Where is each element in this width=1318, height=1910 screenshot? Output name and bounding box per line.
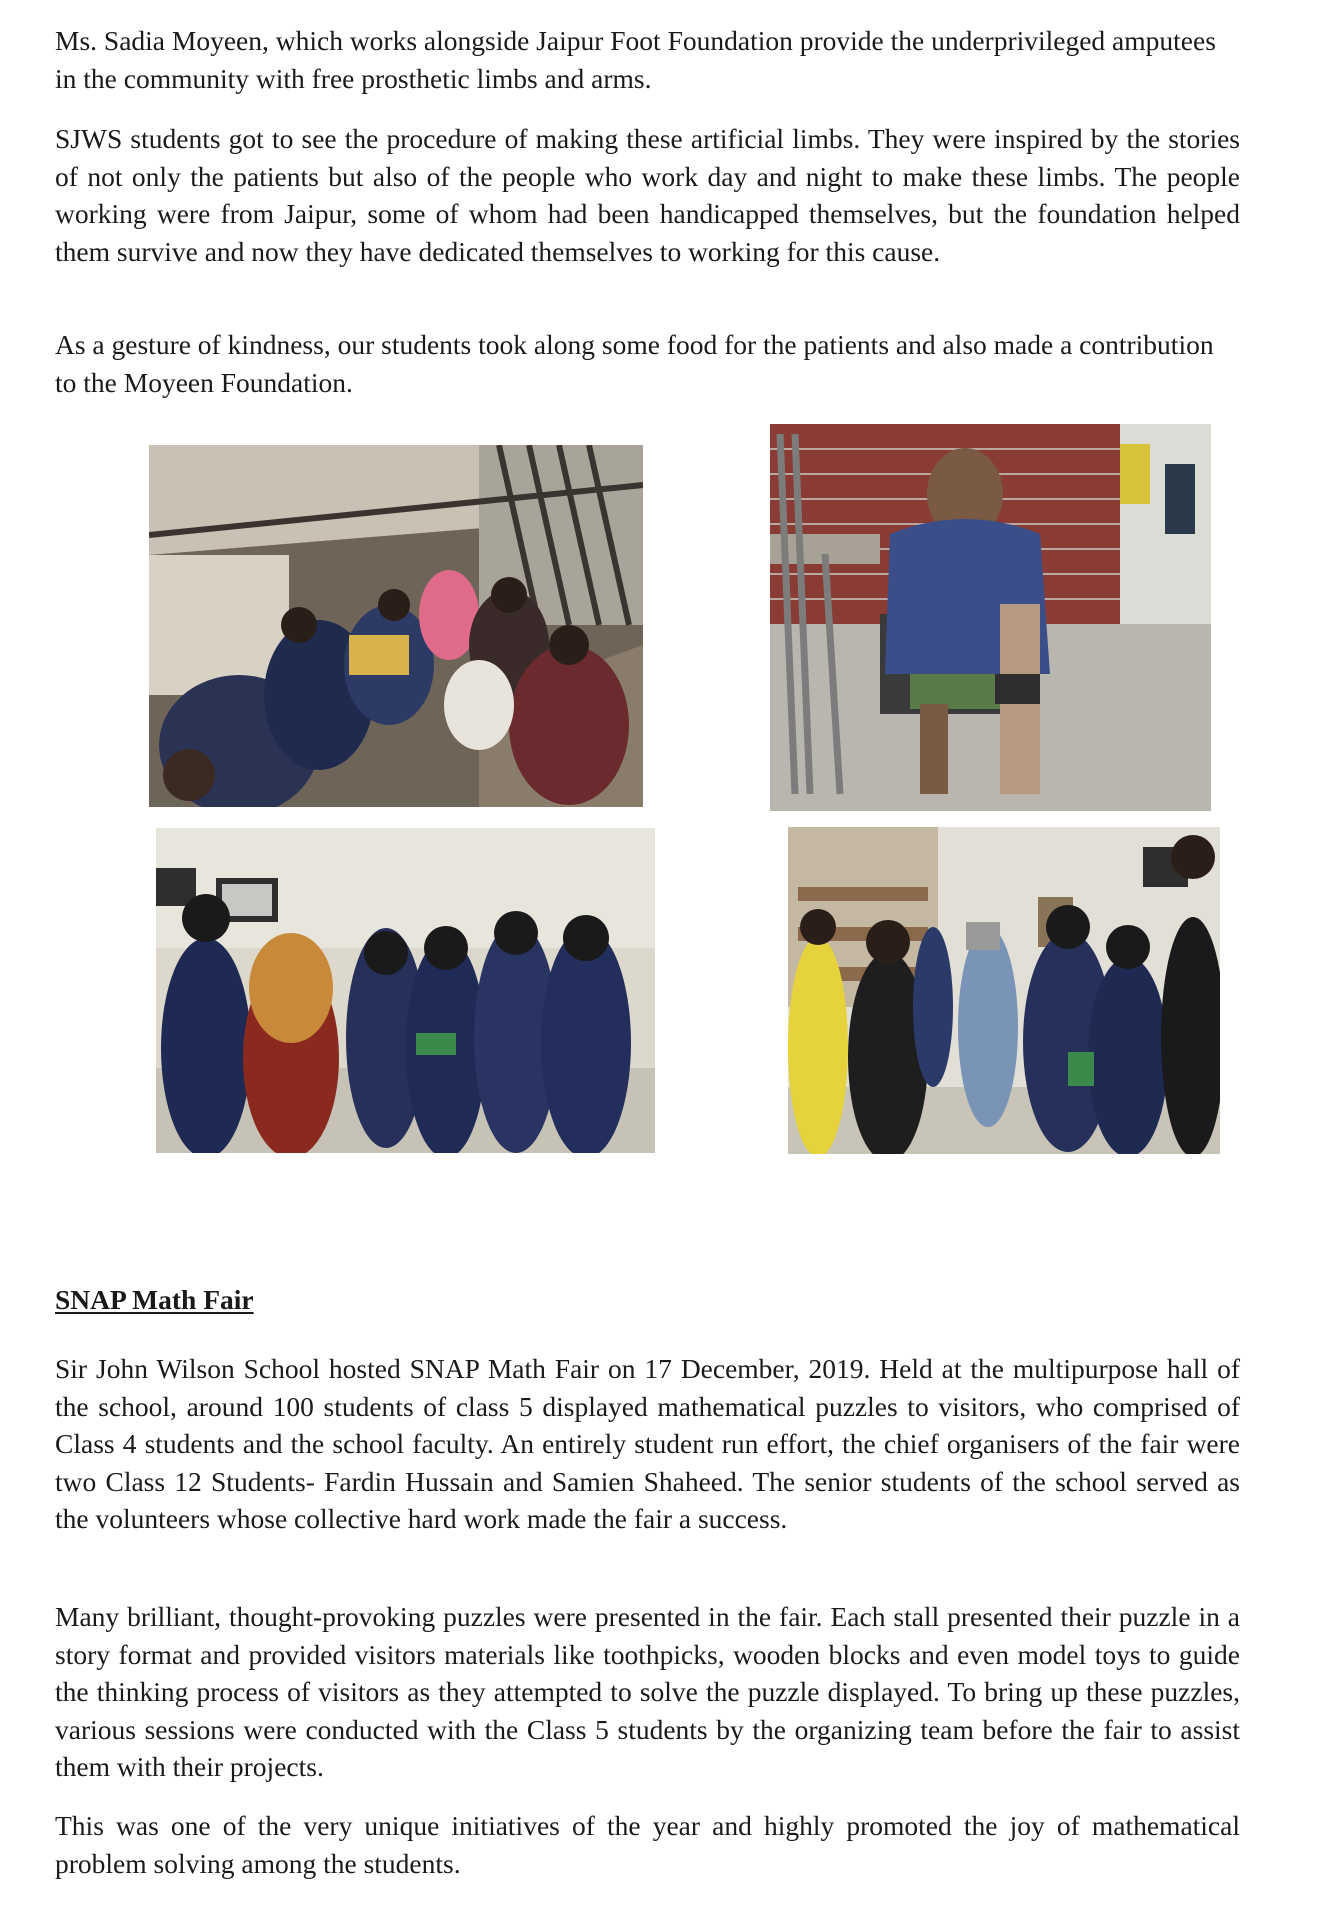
- paragraph-gesture-kindness: As a gesture of kindness, our students took along some food for the patients and also made a contribution to the Moyeen Foundation.: [55, 329, 1214, 398]
- paragraph-moyeen-intro: Ms. Sadia Moyeen, which works alongside Jaipur Foot Foundation provide the underprivileged amputees in the community with free prosthetic limbs and arms.: [55, 25, 1216, 94]
- paragraph-math-fair-conclusion: This was one of the very unique initiatives of the year and highly promoted the joy of mathematical problem solving among the students.: [55, 1810, 1240, 1879]
- paragraph-math-fair-puzzles: Many brilliant, thought-provoking puzzles were presented in the fair. Each stall presented their puzzle in a story format and provided visitors materials like toothpicks, wooden blocks and even model toys to guide the thinking process of visitors as they attempted to solve the puzzle displayed. To bring up these puzzles, various sessions were conducted with the Class 5 students by the organizing team before the fair to assist them with their projects.: [55, 1601, 1240, 1782]
- paragraph-math-fair-intro: Sir John Wilson School hosted SNAP Math Fair on 17 December, 2019. Held at the multipurpose hall of the school, around 100 students of class 5 displayed mathematical puzzles to visitors, who comprised of Class 4 students and the school faculty. An entirely student run effort, the chief organisers of the fair were two Class 12 Students- Fardin Hussain and Samien Shaheed. The senior students of the school served as the volunteers whose collective hard work made the fair a success.: [55, 1353, 1240, 1534]
- students-with-patients-photo: [149, 445, 643, 807]
- workshop-handshake-photo: [788, 827, 1220, 1154]
- students-listening-photo: [156, 828, 655, 1153]
- section-heading-snap-math-fair: SNAP Math Fair: [55, 1284, 254, 1315]
- paragraph-sjws-visit: SJWS students got to see the procedure of making these artificial limbs. They were inspired by the stories of not only the patients but also of the people who work day and night to make these limbs. The people working were from Jaipur, some of whom had been handicapped themselves, but the foundation helped them survive and now they have dedicated themselves to working for this cause.: [55, 123, 1240, 267]
- amputee-with-prosthetic-leg-photo: [770, 424, 1211, 811]
